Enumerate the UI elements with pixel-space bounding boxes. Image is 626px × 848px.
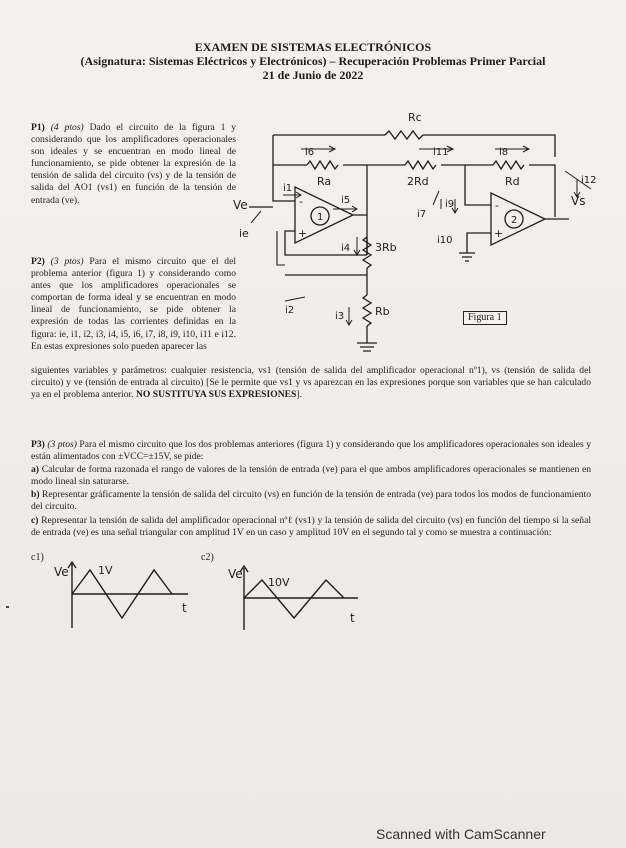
label-2rd: 2Rd	[407, 175, 429, 188]
graph-c2	[222, 560, 372, 636]
p2-text-full: siguientes variables y parámetros: cualquier resistencia, vs1 (tensión de salida del amplificador operacional nº1), vs (tensión de salida del circuito) y ve (tensión de entrada al circuito) [Se le permite que vs1 y vs aparezcan en las expresiones porque son variables que se han calculado ya en el problema anterior.	[31, 365, 591, 401]
c1-xlabel: t	[182, 601, 187, 615]
circuit-figure	[225, 105, 605, 355]
label-i5: i5	[341, 195, 351, 206]
label-rd: Rd	[505, 175, 520, 188]
label-i10: i10	[437, 235, 453, 246]
p3a-text: Calcular de forma razonada el rango de valores de la tensión de entrada (ve) para el que ambos amplificadores operacionales se mantienen en modo lineal sin saturarse.	[31, 464, 591, 488]
figure-caption: Figura 1	[463, 311, 507, 325]
label-i6: i6	[305, 147, 315, 158]
problem-2-continued	[31, 365, 591, 401]
p2-tail: ].	[296, 389, 302, 401]
label-3rb: 3Rb	[375, 241, 397, 254]
c1-amplitude: 1V	[98, 564, 113, 577]
label-ra: Ra	[317, 175, 332, 188]
p3c-label: c)	[31, 514, 39, 526]
c2-xlabel: t	[350, 611, 355, 625]
p3-points: (3 ptos)	[47, 439, 77, 450]
label-i12: i12	[581, 175, 597, 186]
resistor-rb	[363, 295, 371, 326]
c2-triangle-wave	[244, 580, 344, 618]
resistor-2rd	[405, 161, 436, 169]
p3b-label: b)	[31, 489, 40, 501]
label-i8: i8	[499, 147, 509, 158]
p3a-label: a)	[31, 464, 39, 476]
scan-speck	[6, 606, 9, 608]
label-ao2-plus: +	[494, 227, 504, 240]
label-ao1-plus: +	[298, 227, 308, 240]
label-i9: i9	[445, 199, 455, 210]
p3b-text: Representar gráficamente la tensión de salida del circuito (vs) en función de la tensión de entrada (ve) para todos los modos de funcionamiento del circuito.	[31, 489, 591, 513]
label-i2: i2	[285, 305, 295, 316]
problem-2	[31, 256, 236, 353]
exam-date: 21 de Junio de 2022	[262, 68, 364, 82]
problem-1	[31, 122, 236, 207]
ground-2	[459, 253, 475, 261]
label-ie: ie	[239, 227, 249, 240]
label-rb: Rb	[375, 305, 390, 318]
c1-label: c1)	[31, 552, 44, 563]
p2-points: (3 ptos)	[50, 256, 84, 267]
resistor-rd	[493, 161, 524, 169]
p2-text-side: Para el mismo circuito que el del problema anterior (figura 1) y considerando como antes que los amplificadores operacionales se comportan de forma ideal y se encuentran en modo lineal de funcionamiento, se pide obtener la expresión de todas las corrientes definidas en la figura: ie, i1, i2, i3, i4, i5, i6, i7, i8, i9, i10, i11 e i12. En estas expresiones solo pueden aparecer las	[31, 256, 237, 352]
graph-c1	[50, 556, 200, 636]
exam-subtitle: (Asignatura: Sistemas Eléctricos y Electrónicos) – Recuperación Problemas Primer Parcial	[80, 54, 546, 68]
p3-intro: Para el mismo circuito que los dos problemas anteriores (figura 1) y considerando que los amplificadores operacionales son ideales y están alimentados con ±VCC=±15V, se pide:	[31, 439, 591, 463]
c2-ylabel: Ve	[228, 567, 243, 581]
c1-ylabel: Ve	[54, 565, 69, 579]
resistor-rc	[385, 131, 423, 139]
label-i3: i3	[335, 311, 345, 322]
problem-3	[31, 439, 591, 540]
p1-points: (4 ptos)	[50, 122, 84, 133]
label-ao1-minus: -	[299, 195, 303, 208]
label-ao1: 1	[317, 212, 324, 223]
label-i7: i7	[417, 209, 427, 220]
p2-label: P2)	[31, 256, 45, 267]
label-ao2-minus: -	[495, 199, 499, 212]
label-ao2: 2	[511, 215, 518, 226]
exam-title: EXAMEN DE SISTEMAS ELECTRÓNICOS	[194, 40, 432, 54]
p1-text: Dado el circuito de la figura 1 y considerando que los amplificadores operacionales son ideales y se encuentran en modo lineal de funcionamiento, se pide obtener la expresión de la tensión de salida del circuito (vs) y de la tensión de salida del AO1 (vs1) en función de la tensión de entrada (ve).	[31, 122, 237, 206]
p2-emphasis: NO SUSTITUYA SUS EXPRESIONES	[135, 389, 297, 401]
label-rc: Rc	[408, 111, 422, 124]
label-i11: i11	[433, 147, 449, 158]
label-vs: Vs	[571, 194, 586, 208]
ground-1	[357, 343, 377, 351]
p1-label: P1)	[31, 122, 45, 133]
label-i1: i1	[283, 183, 293, 194]
resistor-ra	[307, 161, 338, 169]
p3c-text: Representar la tensión de salida del amplificador operacional nºℓ (vs1) y la tensión de salida del circuito (vs) en función del tiempo si la señal de entrada (ve) es una señal triangular con amplitud 1V en un caso y amplitud 10V en el segundo tal y como se muestra a continuación:	[31, 514, 591, 538]
p3-label: P3)	[31, 439, 45, 450]
c2-amplitude: 10V	[268, 576, 290, 589]
c2-label: c2)	[201, 552, 214, 563]
label-ve: Ve	[233, 198, 248, 212]
label-i4: i4	[341, 243, 351, 254]
camscanner-footer: Scanned with CamScanner	[376, 826, 546, 842]
